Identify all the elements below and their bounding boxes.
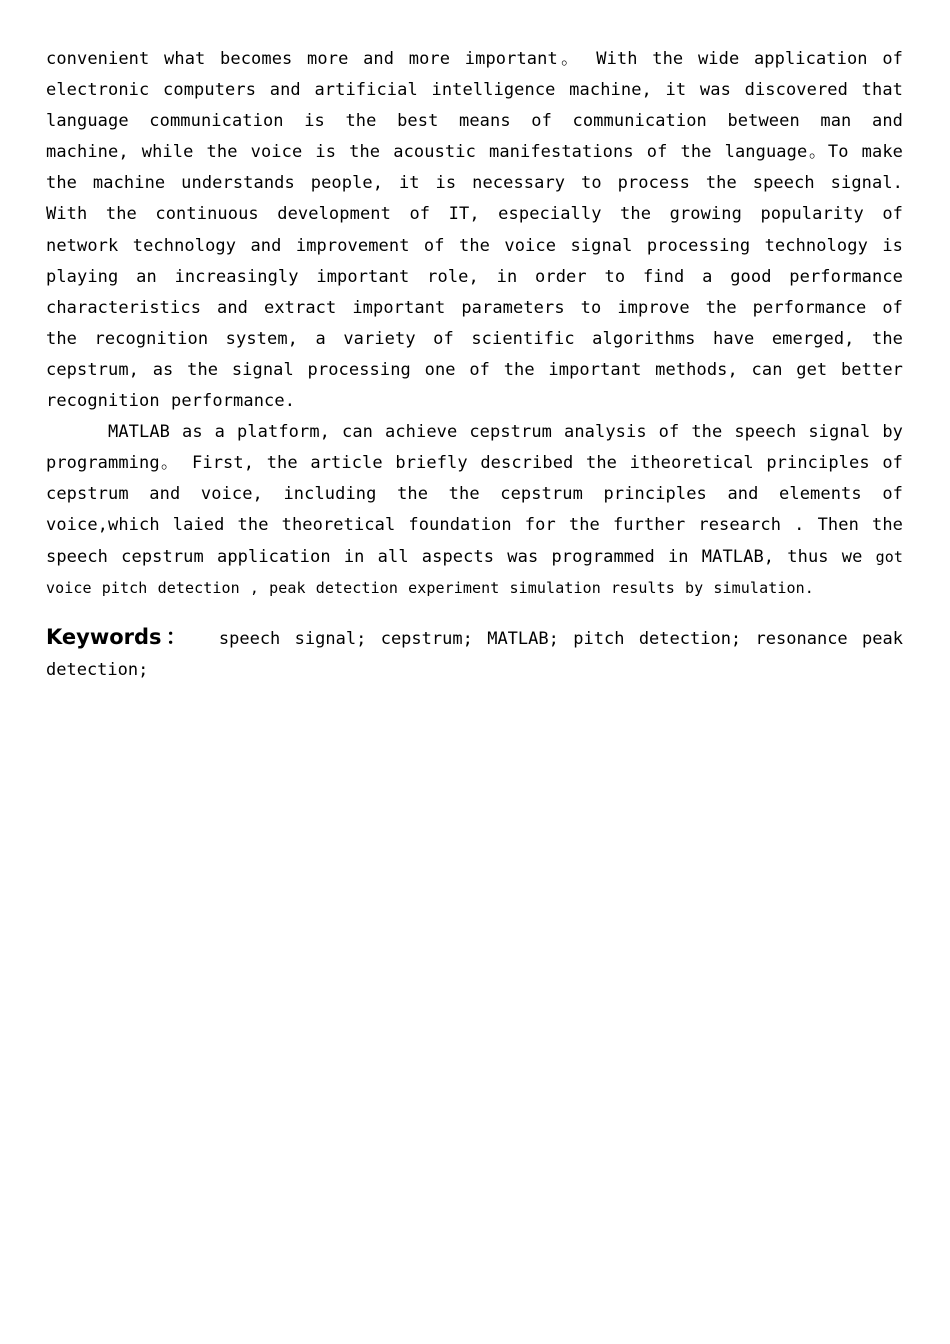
abstract-paragraph-2-main: MATLAB as a platform, can achieve cepstrum analysis of the speech signal by programming。 First, the article briefly described the itheoretical principles of cepstrum and voice, including the the cepstrum principles and elements of voice,which laied the theoretical foundation for the further research . Then the speech cepstrum application in all aspects was programmed in MATLAB, thus we [46,422,903,567]
keywords-text: speech signal; cepstrum; MATLAB; pitch detection; resonance peak detection; [46,628,903,680]
document-page [46,44,903,686]
keywords-label: Keywords： [46,624,191,649]
abstract-paragraph-1: convenient what becomes more and more important。 With the wide application of electronic computers and artificial intelligence machine, it was discovered that language communication is the best means of communication between man and machine, while the voice is the acoustic manifestations of the language。To make the machine understands people, it is necessary to process the speech signal. With the continuous development of IT, especially the growing popularity of network technology and improvement of the voice signal processing technology is playing an increasingly important role, in order to find a good performance characteristics and extract important parameters to improve the performance of the recognition system, a variety of scientific algorithms have emerged, the cepstrum, as the signal processing one of the important methods, can get better recognition performance. [46,49,903,412]
abstract-paragraph-2-tail: got voice pitch detection , peak detection experiment simulation results by simulation. [46,547,903,597]
keywords-line [46,622,903,686]
abstract-paragraph-2 [46,417,903,604]
